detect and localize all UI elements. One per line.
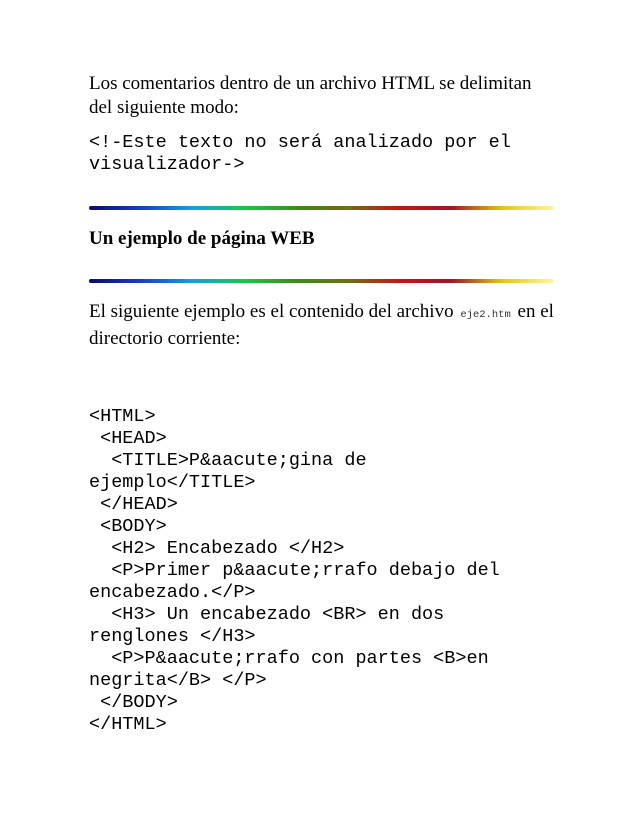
intro-text: Los comentarios dentro de un archivo HTML se delimitan del siguiente modo:	[89, 73, 532, 118]
rainbow-divider-top	[89, 206, 554, 210]
rainbow-divider-bottom	[89, 279, 554, 283]
filename-code: eje2.htm	[460, 309, 511, 321]
comment-syntax-example: <!-Este texto no será analizado por el visualizador->	[89, 132, 511, 175]
html-code-block: <HTML> <HEAD> <TITLE>P&aacute;gina de ejemplo</TITLE> </HEAD> <BODY> <H2> Encabezado </H2> <P>Primer p&aacute;rrafo debajo del encabezado.</P> <H3> Un encabezado <BR> en dos renglones </H3> <P>P&aacute;rrafo con partes <B>en negrita</B> </P> </BODY> </HTML>	[89, 406, 500, 735]
example-intro-paragraph	[89, 300, 559, 351]
paragraph-text-after: en el directorio corriente:	[89, 301, 554, 349]
paragraph-text-before: El siguiente ejemplo es el contenido del archivo	[89, 301, 454, 322]
section-heading: Un ejemplo de página WEB	[89, 228, 315, 249]
